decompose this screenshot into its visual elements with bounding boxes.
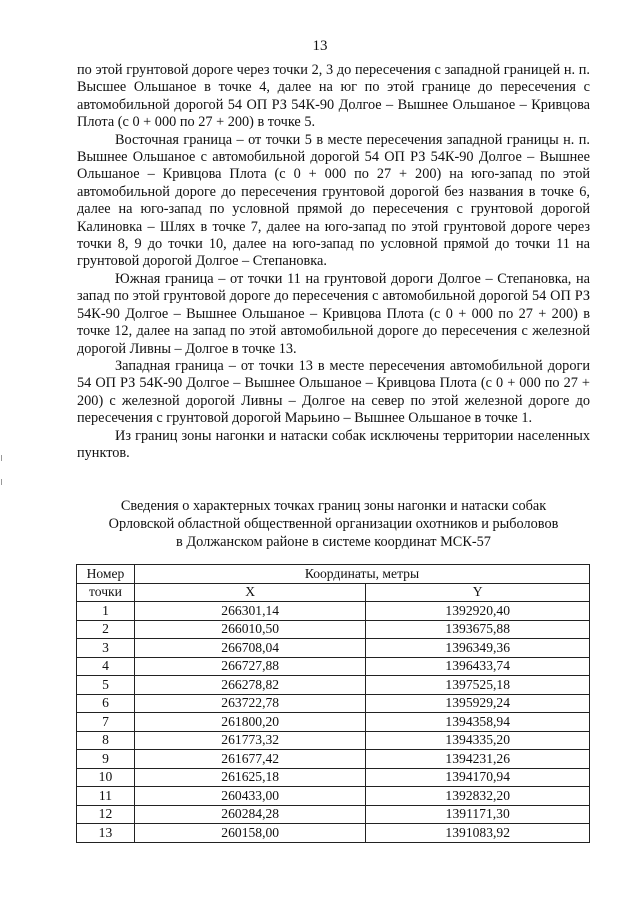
- table-row: [77, 805, 590, 824]
- table-row: [77, 639, 590, 658]
- cell-x: 260433,00: [134, 787, 366, 806]
- cell-x: 261800,20: [134, 713, 366, 732]
- cell-n: 9: [77, 750, 135, 769]
- cell-x: 266727,88: [134, 657, 366, 676]
- cell-n: 7: [77, 713, 135, 732]
- table-row: [77, 750, 590, 769]
- paragraph-west-border: Западная граница – от точки 13 в месте пересечения автомобильной дороги 54 ОП РЗ 54К-90 Долгое – Вышнее Ольшаное – Кривцова Плота (с 0 + 000 по 27 + 200) с железной дорогой Ливны – Долгое на север по этой железной дороге до пересечения с грунтовой дорогой Марьино – Вышнее Ольшаное в точке 1.: [77, 357, 590, 427]
- cell-x: 266010,50: [134, 620, 366, 639]
- table-row: [77, 731, 590, 750]
- cell-y: 1393675,88: [366, 620, 590, 639]
- cell-n: 6: [77, 694, 135, 713]
- cell-n: 10: [77, 768, 135, 787]
- cell-x: 266278,82: [134, 676, 366, 695]
- coordinates-table: [76, 564, 590, 843]
- cell-n: 1: [77, 602, 135, 621]
- table-title-line: Сведения о характерных точках границ зоны нагонки и натаски собак: [120, 498, 547, 514]
- table-row: [77, 713, 590, 732]
- header-number-line2: точки: [77, 583, 135, 602]
- table-row: [77, 676, 590, 695]
- cell-y: 1392920,40: [366, 602, 590, 621]
- cell-x: 266708,04: [134, 639, 366, 658]
- table-title-line: Орловской областной общественной организации охотников и рыболовов: [108, 515, 559, 532]
- cell-y: 1397525,18: [366, 676, 590, 695]
- table-row: [77, 657, 590, 676]
- cell-x: 263722,78: [134, 694, 366, 713]
- cell-n: 11: [77, 787, 135, 806]
- cell-x: 261625,18: [134, 768, 366, 787]
- cell-n: 4: [77, 657, 135, 676]
- cell-y: 1391083,92: [366, 824, 590, 843]
- header-coordinates: Координаты, метры: [134, 565, 589, 584]
- margin-marks: [1, 455, 3, 503]
- page-number: 13: [312, 38, 328, 54]
- cell-y: 1394170,94: [366, 768, 590, 787]
- paragraph-continuation: по этой грунтовой дороге через точки 2, 3 до пересечения с западной границей н. п. Высшее Ольшаное в точке 4, далее на юг по этой границе до пересечения с автомобильной дорогой 54 ОП РЗ 54К-90 Долгое – Вышнее Ольшаное – Кривцова Плота (с 0 + 000 по 27 + 200) в точке 5.: [77, 62, 590, 131]
- paragraph-south-border: Южная граница – от точки 11 на грунтовой дороги Долгое – Степановка, на запад по этой грунтовой дороге до пересечения с автомобильной дорогой 54 ОП РЗ 54К-90 Долгое – Вышнее Ольшаное – Кривцова Плота (с 0 + 000 по 27 + 200) в точке 12, далее на запад по этой автомобильной дороге до пересечения с железной дорогой Ливны – Долгое в точке 13.: [77, 270, 590, 357]
- table-body: [77, 602, 590, 843]
- table-row: [77, 824, 590, 843]
- table-row: [77, 768, 590, 787]
- cell-n: 2: [77, 620, 135, 639]
- document-body: [77, 62, 590, 462]
- cell-x: 261773,32: [134, 731, 366, 750]
- table-row: [77, 602, 590, 621]
- table-title: [77, 498, 590, 551]
- cell-n: 5: [77, 676, 135, 695]
- cell-x: 260284,28: [134, 805, 366, 824]
- cell-y: 1394358,94: [366, 713, 590, 732]
- cell-y: 1391171,30: [366, 805, 590, 824]
- cell-y: 1396349,36: [366, 639, 590, 658]
- cell-x: 261677,42: [134, 750, 366, 769]
- cell-y: 1395929,24: [366, 694, 590, 713]
- cell-y: 1394231,26: [366, 750, 590, 769]
- cell-n: 12: [77, 805, 135, 824]
- cell-y: 1396433,74: [366, 657, 590, 676]
- header-x: X: [134, 583, 366, 602]
- table-row: [77, 620, 590, 639]
- header-y: Y: [366, 583, 590, 602]
- table-row: [77, 694, 590, 713]
- cell-x: 266301,14: [134, 602, 366, 621]
- cell-n: 8: [77, 731, 135, 750]
- cell-n: 3: [77, 639, 135, 658]
- table-row: [77, 787, 590, 806]
- header-number: Номер: [77, 565, 135, 584]
- cell-y: 1394335,20: [366, 731, 590, 750]
- cell-x: 260158,00: [134, 824, 366, 843]
- cell-y: 1392832,20: [366, 787, 590, 806]
- paragraph-east-border: Восточная граница – от точки 5 в месте пересечения западной границы н. п. Вышнее Ольшаное с автомобильной дорогой 54 ОП РЗ 54К-90 Долгое – Вышнее Ольшаное – Кривцова Плота (с 0 + 000 по 27 + 200) на юго-запад по этой автомобильной дороге до пересечения грунтовой дорогой без названия в точке 6, далее на юго-запад по условной прямой до пересечения с грунтовой дорогой Калиновка – Шлях в точке 7, далее на юго-запад по этой грунтовой дороге через точки 8, 9 до точки 10, далее на юго-запад по условной прямой до точки 11 на грунтовой дорогой Долгое – Степановка.: [77, 131, 590, 270]
- cell-n: 13: [77, 824, 135, 843]
- table-title-line: в Должанском районе в системе координат МСК-57: [176, 533, 491, 550]
- paragraph-exclusion: Из границ зоны нагонки и натаски собак исключены территории населенных пунктов.: [77, 427, 590, 461]
